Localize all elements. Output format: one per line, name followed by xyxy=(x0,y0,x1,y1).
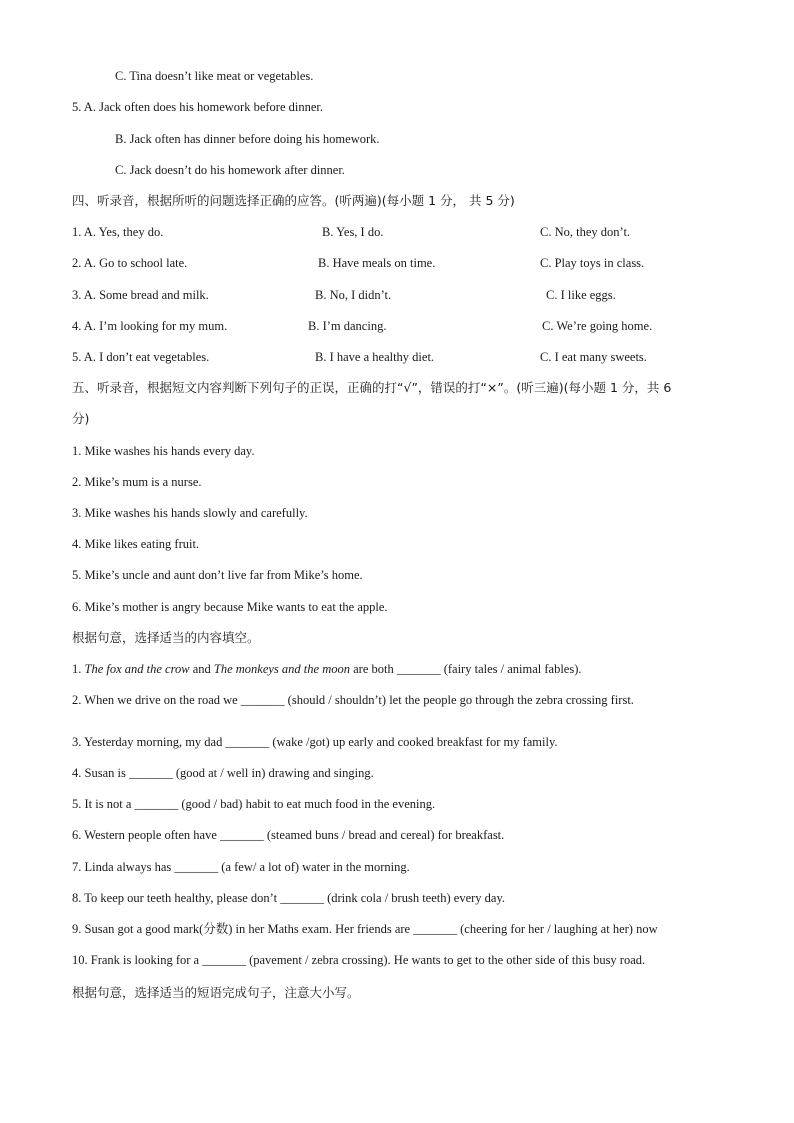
fill-item-6: 6. Western people often have _______ (steamed buns / bread and cereal) for breakfast. xyxy=(72,828,505,842)
section7-heading: 根据句意，选择适当的短语完成句子，注意大小写。 xyxy=(72,985,360,1000)
option-a: 4. A. I’m looking for my mum. xyxy=(72,319,228,333)
option-b: B. I have a healthy diet. xyxy=(315,350,435,364)
section5-heading-cont: 分) xyxy=(72,411,90,426)
fill-item-3: 3. Yesterday morning, my dad _______ (wake /got) up early and cooked breakfast for my family. xyxy=(72,735,558,749)
story-title-2: The monkeys and the moon xyxy=(213,662,350,676)
fill-item-10: 10. Frank is looking for a _______ (pavement / zebra crossing). He wants to get to the other side of this busy road. xyxy=(72,953,646,967)
story-title-1: The fox and the crow xyxy=(84,662,190,676)
option-b: B. I’m dancing. xyxy=(308,319,387,333)
section3-question-5: 5. A. Jack often does his homework before dinner. xyxy=(72,100,323,114)
tf-item-1: 1. Mike washes his hands every day. xyxy=(72,444,255,458)
fill-item-2: 2. When we drive on the road we _______ (should / shouldn’t) let the people go through the zebra crossing first. xyxy=(72,693,634,707)
fill-item-7: 7. Linda always has _______ (a few/ a lot of) water in the morning. xyxy=(72,860,410,874)
option-a: 3. A. Some bread and milk. xyxy=(72,288,209,302)
fill-item-9: 9. Susan got a good mark(分数) in her Maths exam. Her friends are _______ (cheering for her / laughing at her) now xyxy=(72,922,658,936)
fill-item-1 xyxy=(72,661,582,677)
option-b: B. Have meals on time. xyxy=(318,256,436,270)
option-a: 5. A. I don’t eat vegetables. xyxy=(72,350,210,364)
option-c: C. No, they don’t. xyxy=(540,225,631,239)
option-c: C. Play toys in class. xyxy=(540,256,645,270)
fill-item-1-num: 1. xyxy=(72,662,85,676)
tf-item-3: 3. Mike washes his hands slowly and carefully. xyxy=(72,506,308,520)
fill-item-8: 8. To keep our teeth healthy, please don’t _______ (drink cola / brush teeth) every day. xyxy=(72,891,506,905)
tf-item-5: 5. Mike’s uncle and aunt don’t live far from Mike’s home. xyxy=(72,568,363,582)
tf-item-4: 4. Mike likes eating fruit. xyxy=(72,537,200,551)
section3-option-c-q4: C. Tina doesn’t like meat or vegetables. xyxy=(115,69,314,83)
fill-item-4: 4. Susan is _______ (good at / well in) drawing and singing. xyxy=(72,766,374,780)
tf-item-6: 6. Mike’s mother is angry because Mike wants to eat the apple. xyxy=(72,600,388,614)
option-c: C. I like eggs. xyxy=(546,288,616,302)
section3-option-c-q5: C. Jack doesn’t do his homework after dinner. xyxy=(115,163,345,177)
option-c: C. We’re going home. xyxy=(542,319,653,333)
section5-heading: 五、听录音，根据短文内容判断下列句子的正误，正确的打“√”，错误的打“×”。(听三遍)(每小题 1 分，共 6 xyxy=(72,380,672,395)
section3-option-b-q5: B. Jack often has dinner before doing his homework. xyxy=(115,132,380,146)
option-a: 1. A. Yes, they do. xyxy=(72,225,164,239)
fill-item-5: 5. It is not a _______ (good / bad) habit to eat much food in the evening. xyxy=(72,797,436,811)
section6-heading: 根据句意，选择适当的内容填空。 xyxy=(72,630,260,645)
option-a: 2. A. Go to school late. xyxy=(72,256,188,270)
option-b: B. Yes, I do. xyxy=(322,225,384,239)
option-c: C. I eat many sweets. xyxy=(540,350,647,364)
fill-item-1-rest: are both _______ (fairy tales / animal fables). xyxy=(349,662,582,676)
section4-heading: 四、听录音，根据所听的问题选择正确的应答。(听两遍)(每小题 1 分， 共 5 分) xyxy=(72,193,515,208)
tf-item-2: 2. Mike’s mum is a nurse. xyxy=(72,475,202,489)
option-b: B. No, I didn’t. xyxy=(315,288,392,302)
fill-item-1-mid: and xyxy=(189,662,214,676)
